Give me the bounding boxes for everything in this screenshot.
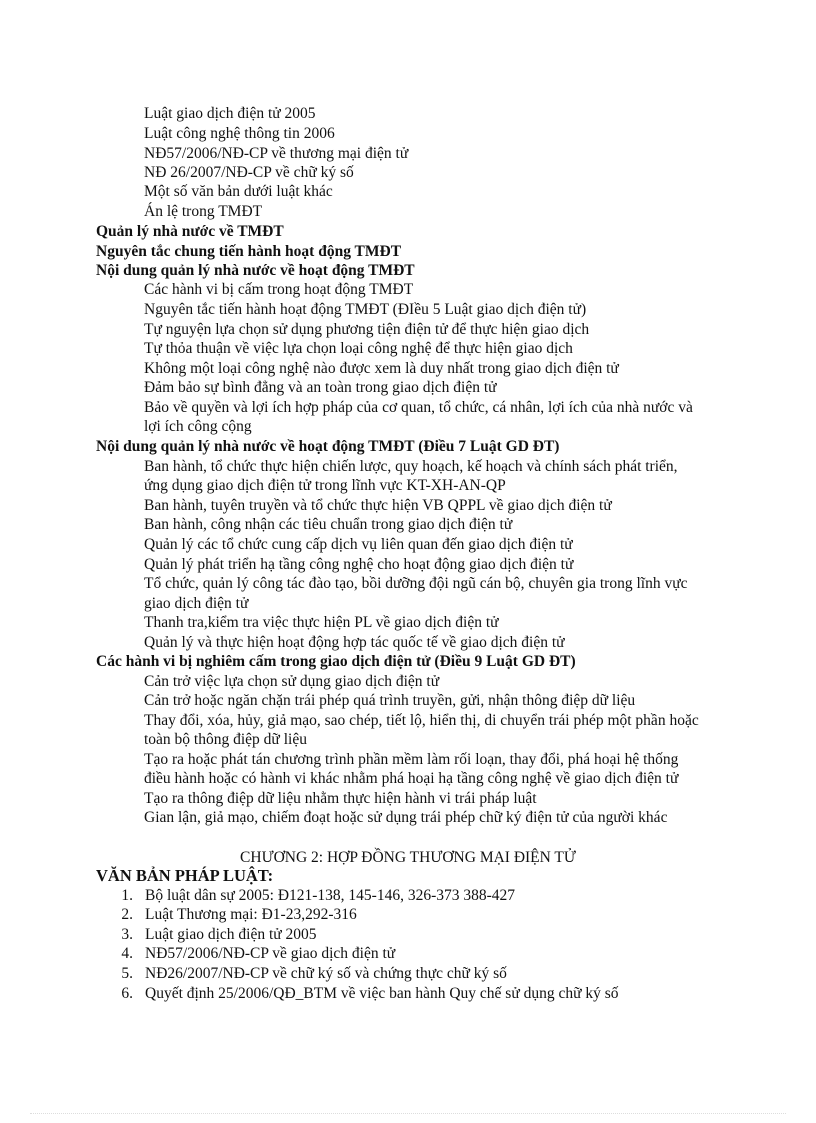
list-item: Ban hành, tổ chức thực hiện chiến lược, quy hoạch, kế hoạch và chính sách phát triển, — [144, 458, 678, 475]
item-number: 1. — [121, 887, 133, 904]
list-item: Ban hành, tuyên truyền và tổ chức thực hiện VB QPPL về giao dịch điện tử — [144, 497, 612, 514]
item-number: 5. — [121, 965, 133, 982]
list-item: Gian lận, giả mạo, chiếm đoạt hoặc sử dụng trái phép chữ ký điện tử của người khác — [144, 809, 668, 826]
numbered-item — [108, 964, 507, 983]
item-text: Luật giao dịch điện tử 2005 — [145, 926, 317, 943]
list-item: điều hành hoặc có hành vi khác nhằm phá hoại hạ tầng công nghệ về giao dịch điện tử — [144, 770, 679, 787]
list-item: ứng dụng giao dịch điện tử trong lĩnh vực KT-XH-AN-QP — [144, 477, 506, 494]
list-item: Án lệ trong TMĐT — [144, 203, 263, 220]
list-item: Không một loại công nghệ nào được xem là duy nhất trong giao dịch điện tử — [144, 360, 619, 377]
item-text: NĐ26/2007/NĐ-CP về chữ ký số và chứng thực chữ ký số — [145, 965, 507, 982]
list-item: Thay đổi, xóa, hủy, giả mạo, sao chép, tiết lộ, hiển thị, di chuyển trái phép một phần hoặc — [144, 712, 699, 729]
page-bottom-divider — [30, 1113, 786, 1114]
heading: Quản lý nhà nước về TMĐT — [96, 223, 284, 240]
item-text: NĐ57/2006/NĐ-CP về giao dịch điện tử — [145, 945, 396, 962]
list-item: Quản lý phát triển hạ tầng công nghệ cho hoạt động giao dịch điện tử — [144, 556, 574, 573]
list-item: giao dịch điện tử — [144, 595, 249, 612]
list-item: Tự nguyện lựa chọn sử dụng phương tiện điện tử để thực hiện giao dịch — [144, 321, 590, 338]
list-item: Tạo ra hoặc phát tán chương trình phần mềm làm rối loạn, thay đổi, phá hoại hệ thống — [144, 751, 679, 768]
numbered-item — [108, 984, 619, 1003]
list-item: Quản lý các tổ chức cung cấp dịch vụ liên quan đến giao dịch điện tử — [144, 536, 573, 553]
numbered-item — [108, 925, 317, 944]
list-item: Ban hành, công nhận các tiêu chuẩn trong giao dịch điện tử — [144, 516, 513, 533]
item-number: 4. — [121, 945, 133, 962]
item-number: 2. — [121, 906, 133, 923]
list-item: Các hành vi bị cấm trong hoạt động TMĐT — [144, 281, 414, 298]
list-item: Đảm bảo sự bình đẳng và an toàn trong giao dịch điện tử — [144, 379, 497, 396]
numbered-item — [108, 905, 357, 924]
numbered-item — [108, 944, 395, 963]
item-text: Quyết định 25/2006/QĐ_BTM về việc ban hành Quy chế sử dụng chữ ký số — [145, 985, 619, 1002]
list-item: Nguyên tắc tiến hành hoạt động TMĐT (ĐIều 5 Luật giao dịch điện tử) — [144, 301, 587, 318]
item-text: Luật Thương mại: Đ1-23,292-316 — [145, 906, 357, 923]
numbered-item — [108, 886, 515, 905]
section-title: VĂN BẢN PHÁP LUẬT: — [96, 866, 274, 885]
list-item: lợi ích công cộng — [144, 418, 252, 435]
list-item: NĐ 26/2007/NĐ-CP về chữ ký số — [144, 164, 354, 181]
list-item: Cản trở hoặc ngăn chặn trái phép quá trình truyền, gửi, nhận thông điệp dữ liệu — [144, 692, 636, 709]
list-item: Tự thỏa thuận về việc lựa chọn loại công nghệ để thực hiện giao dịch — [144, 340, 573, 357]
list-item: Luật giao dịch điện tử 2005 — [144, 105, 316, 122]
heading: Các hành vi bị nghiêm cấm trong giao dịch điện tử (Điều 9 Luật GD ĐT) — [96, 653, 576, 670]
list-item: Bảo về quyền và lợi ích hợp pháp của cơ quan, tổ chức, cá nhân, lợi ích của nhà nước và — [144, 399, 693, 416]
heading: Nguyên tắc chung tiến hành hoạt động TMĐT — [96, 243, 402, 260]
list-item: Thanh tra,kiểm tra việc thực hiện PL về giao dịch điện tử — [144, 614, 499, 631]
item-text: Bộ luật dân sự 2005: Đ121-138, 145-146, 326-373 388-427 — [145, 887, 516, 904]
list-item: Luật công nghệ thông tin 2006 — [144, 125, 335, 142]
item-number: 6. — [121, 985, 133, 1002]
list-item: Tổ chức, quản lý công tác đào tạo, bồi dưỡng đội ngũ cán bộ, chuyên gia trong lĩnh vực — [144, 575, 688, 592]
list-item: NĐ57/2006/NĐ-CP về thương mại điện tử — [144, 145, 409, 162]
list-item: Cản trở việc lựa chọn sử dụng giao dịch điện tử — [144, 673, 440, 690]
list-item: Một số văn bản dưới luật khác — [144, 183, 333, 200]
heading: Nội dung quản lý nhà nước về hoạt động TMĐT (Điều 7 Luật GD ĐT) — [96, 438, 560, 455]
list-item: toàn bộ thông điệp dữ liệu — [144, 731, 307, 748]
list-item: Tạo ra thông điệp dữ liệu nhằm thực hiện hành vi trái pháp luật — [144, 790, 537, 807]
chapter-title: CHƯƠNG 2: HỢP ĐỒNG THƯƠNG MẠI ĐIỆN TỬ — [240, 849, 576, 866]
heading: Nội dung quản lý nhà nước về hoạt động TMĐT — [96, 262, 415, 279]
item-number: 3. — [121, 926, 133, 943]
list-item: Quản lý và thực hiện hoạt động hợp tác quốc tế về giao dịch điện tử — [144, 634, 565, 651]
